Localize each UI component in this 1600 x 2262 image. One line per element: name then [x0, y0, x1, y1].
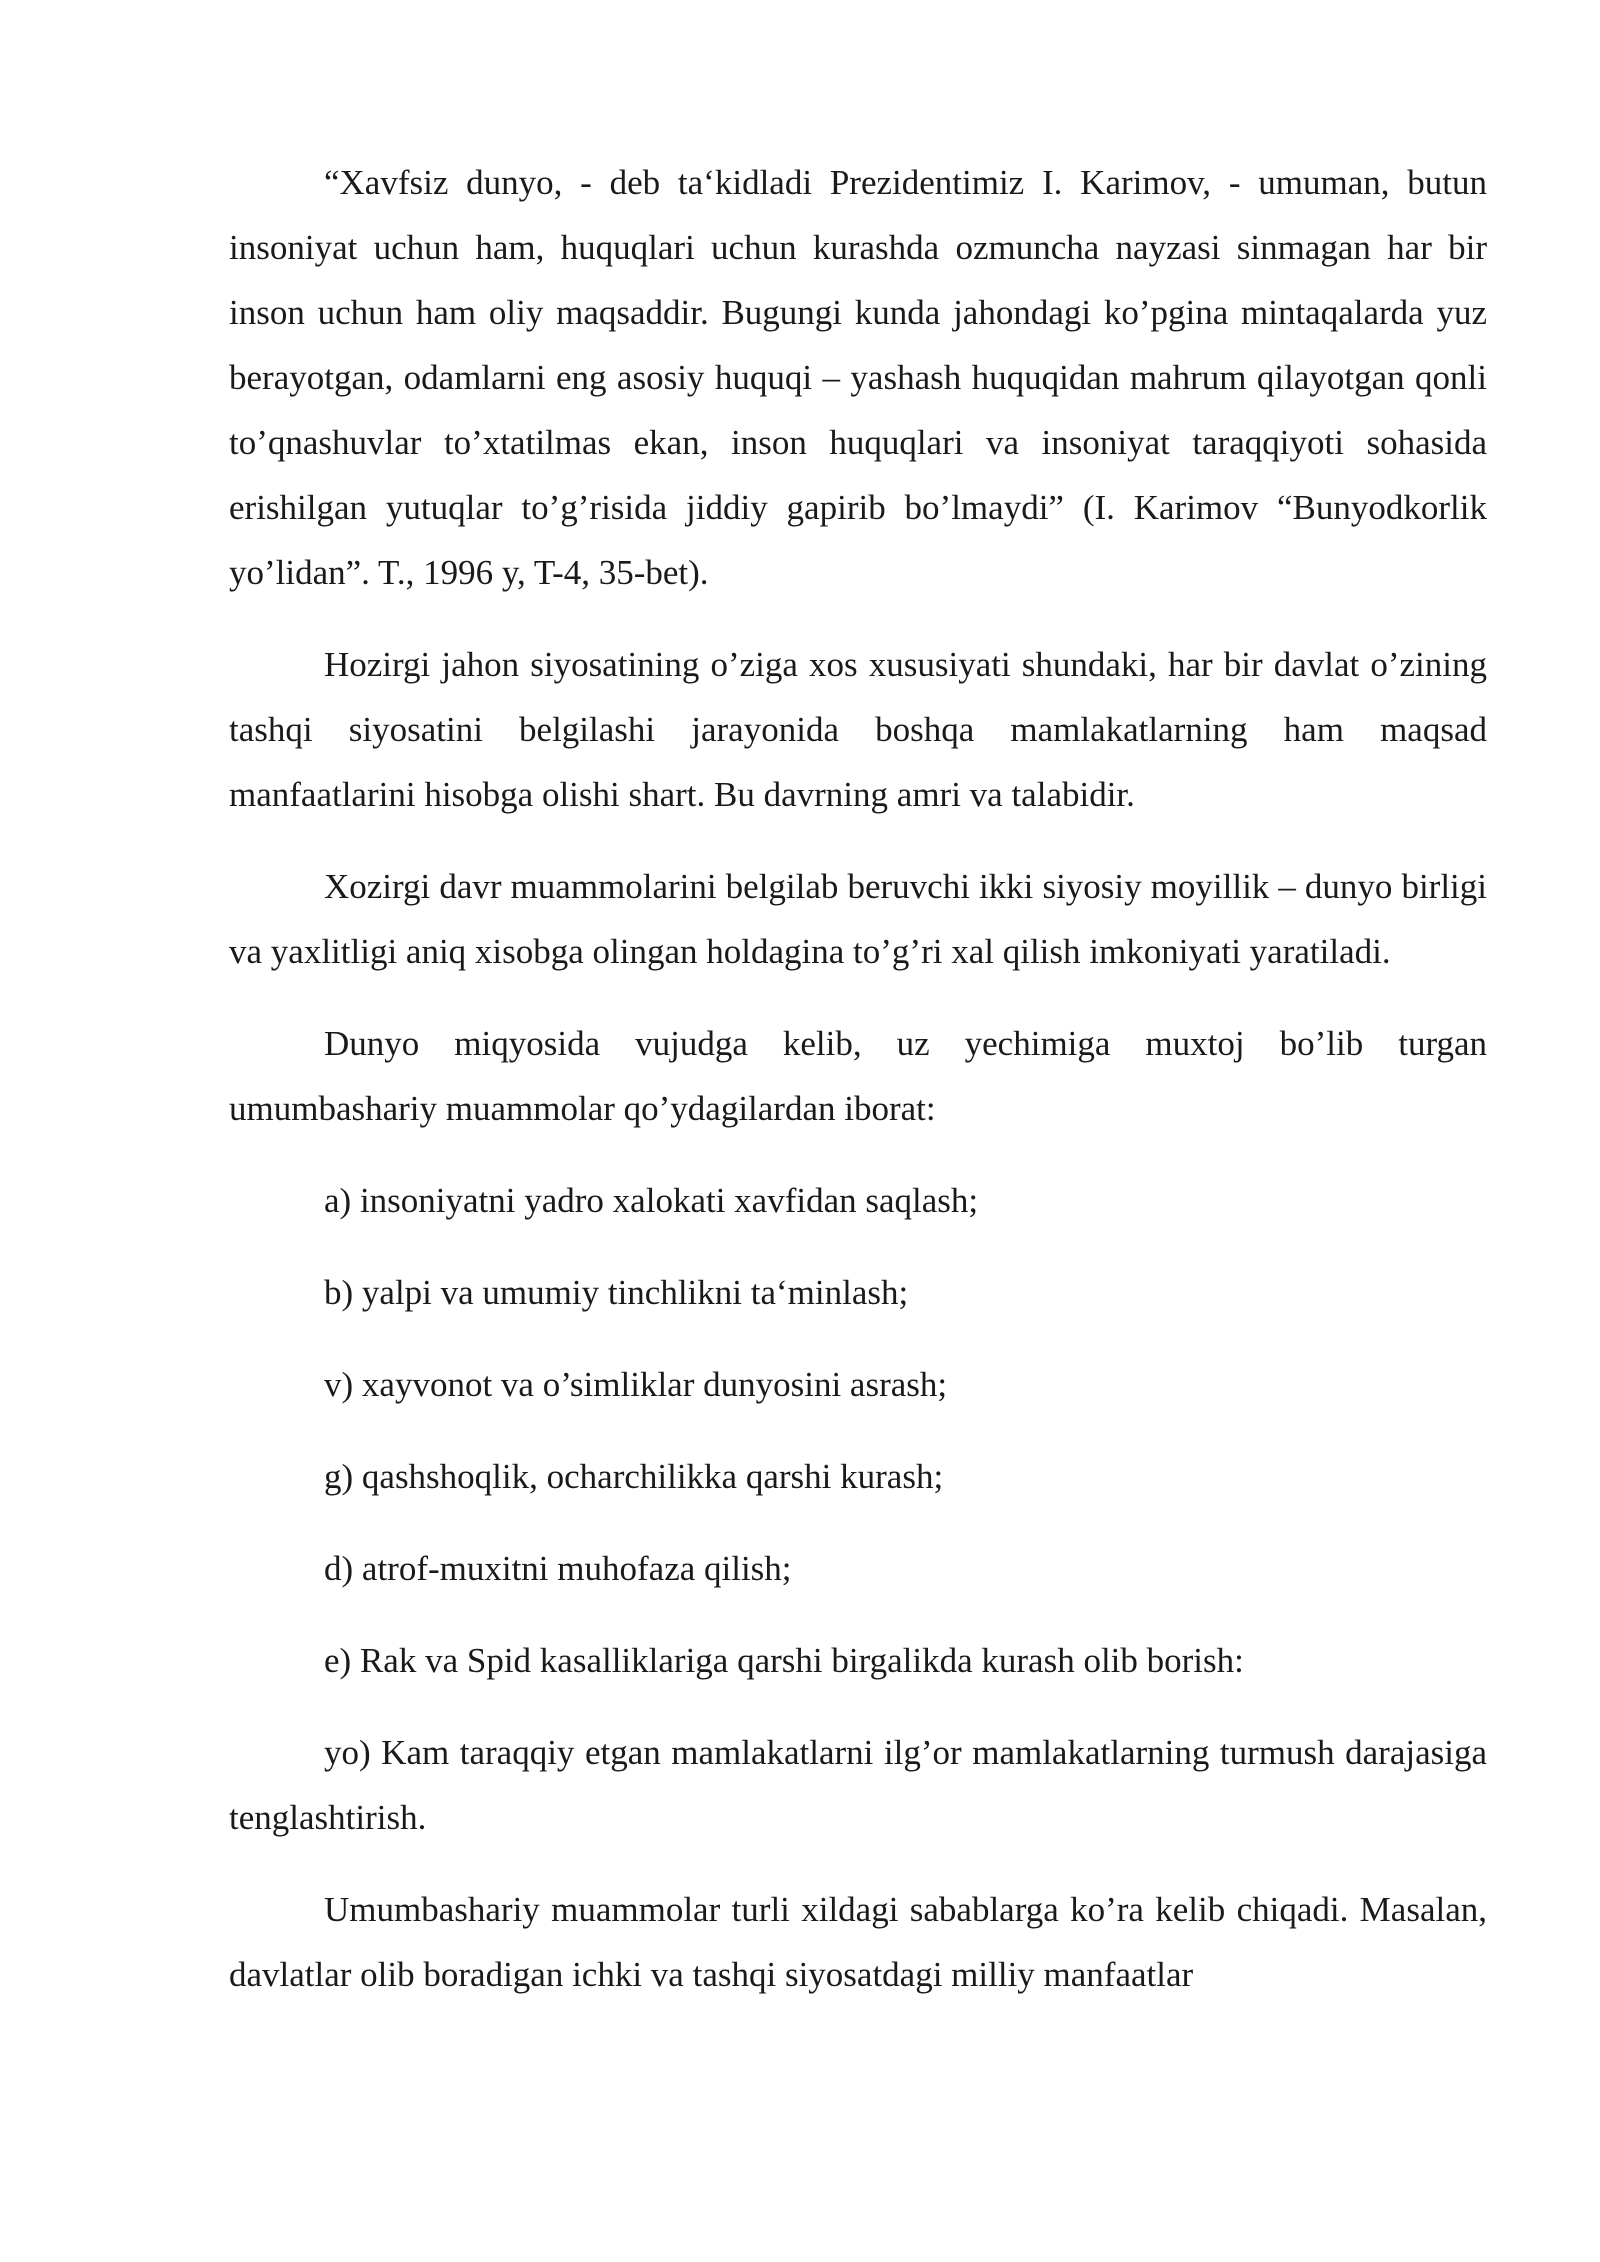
list-item-yo: yo) Kam taraqqiy etgan mamlakatlarni ilg’or mamlakatlarning turmush darajasiga tenglashtirish.: [229, 1733, 1487, 1837]
list-item-b: b) yalpi va umumiy tinchlikni ta‘minlash;: [324, 1273, 909, 1312]
list-item-v: v) xayvonot va o’simliklar dunyosini asrash;: [324, 1365, 948, 1404]
list-item-d: d) atrof-muxitni muhofaza qilish;: [324, 1549, 792, 1588]
list-item-g: g) qashshoqlik, ocharchilikka qarshi kurash;: [324, 1457, 944, 1496]
paragraph-causes: Umumbashariy muammolar turli xildagi sabablarga ko’ra kelib chiqadi. Masalan, davlatlar olib boradigan ichki va tashqi siyosatdagi milliy manfaatlar: [229, 1890, 1487, 1994]
paragraph-karimov-quote: “Xavfsiz dunyo, - deb ta‘kidladi Prezidentimiz I. Karimov, - umuman, butun insoniyat uchun ham, huquqlari uchun kurashda ozmuncha nayzasi sinmagan har bir inson uchun ham oliy maqsaddir. Bugungi kunda jahondagi ko’pgina mintaqalarda yuz berayotgan, odamlarni eng asosiy huquqi – yashash huquqidan mahrum qilayotgan qonli to’qnashuvlar to’xtatilmas ekan, inson huquqlari va insoniyat taraqqiyoti sohasida erishilgan yutuqlar to’g’risida jiddiy gapirib bo’lmaydi” (I. Karimov “Bunyodkorlik yo’lidan”. T., 1996 y, T-4, 35-bet).: [229, 163, 1487, 592]
paragraph-political-tendencies: Xozirgi davr muammolarini belgilab beruvchi ikki siyosiy moyillik – dunyo birligi va yaxlitligi aniq xisobga olingan holdagina to’g’ri xal qilish imkoniyati yaratiladi.: [229, 867, 1487, 971]
paragraph-global-problems-intro: Dunyo miqyosida vujudga kelib, uz yechimiga muxtoj bo’lib turgan umumbashariy muammolar qo’ydagilardan iborat:: [229, 1024, 1487, 1128]
list-item-a: a) insoniyatni yadro xalokati xavfidan saqlash;: [324, 1181, 979, 1220]
list-item-e: e) Rak va Spid kasalliklariga qarshi birgalikda kurash olib borish:: [324, 1641, 1244, 1680]
document-page: [229, 150, 1487, 2034]
paragraph-world-politics: Hozirgi jahon siyosatining o’ziga xos xususiyati shundaki, har bir davlat o’zining tashqi siyosatini belgilashi jarayonida boshqa mamlakatlarning ham maqsad manfaatlarini hisobga olishi shart. Bu davrning amri va talabidir.: [229, 645, 1487, 814]
